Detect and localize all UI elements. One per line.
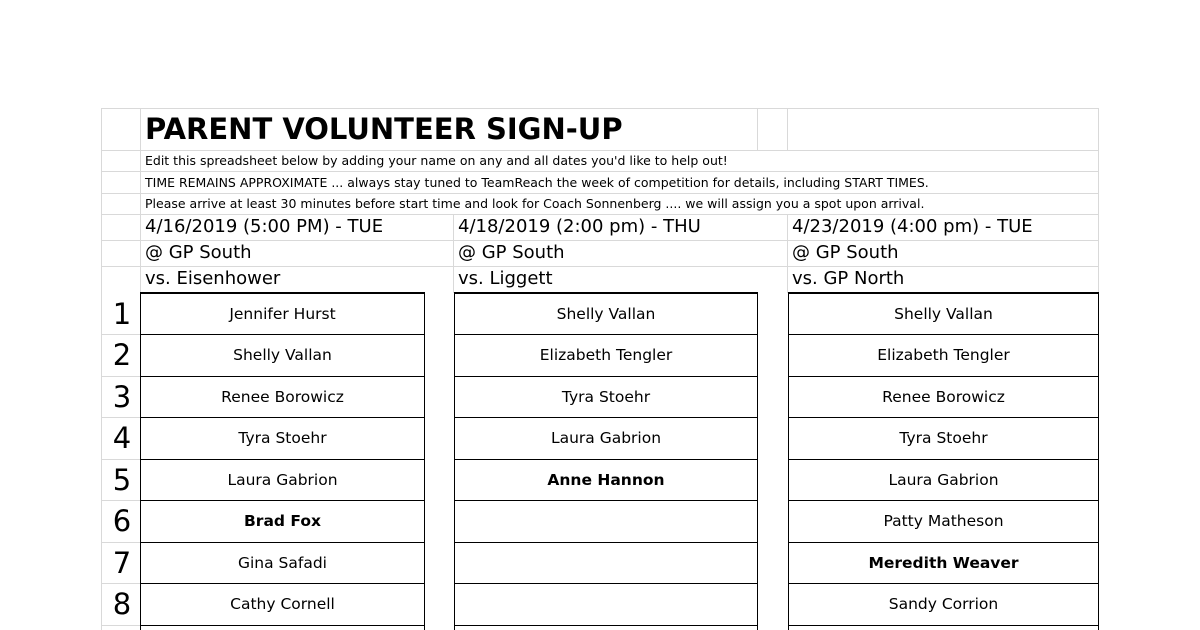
cell-border (1098, 292, 1099, 630)
volunteer-cell[interactable]: Brad Fox (243, 512, 321, 530)
gridline (101, 108, 102, 630)
gridline (101, 171, 1099, 172)
volunteer-cell[interactable]: Cathy Cornell (230, 595, 335, 613)
row-number: 8 (112, 587, 132, 621)
gridline (787, 108, 788, 150)
volunteer-cell[interactable]: Elizabeth Tengler (539, 346, 673, 364)
game-date[interactable]: 4/18/2019 (2:00 pm) - THU (458, 216, 701, 237)
volunteer-cell[interactable]: Patty Matheson (883, 512, 1004, 530)
cell-border (454, 542, 758, 543)
volunteer-cell[interactable]: Gina Safadi (237, 554, 327, 572)
instruction-note[interactable]: Edit this spreadsheet below by adding your name on any and all dates you'd like to help out! (145, 153, 728, 168)
volunteer-cell[interactable]: Meredith Weaver (868, 554, 1019, 572)
volunteer-cell[interactable]: Laura Gabrion (227, 471, 338, 489)
volunteer-cell[interactable]: Laura Gabrion (888, 471, 999, 489)
instruction-note[interactable]: Please arrive at least 30 minutes before start time and look for Coach Sonnenberg .... we will assign you a spot upon arrival. (145, 196, 925, 211)
game-date[interactable]: 4/23/2019 (4:00 pm) - TUE (792, 216, 1033, 237)
volunteer-cell[interactable]: Sandy Corrion (888, 595, 999, 613)
game-location[interactable]: @ GP South (145, 242, 252, 263)
gridline (101, 625, 140, 626)
cell-border (788, 625, 1099, 626)
row-number: 3 (112, 380, 132, 414)
row-number: 2 (112, 338, 132, 372)
volunteer-cell[interactable]: Renee Borowicz (882, 388, 1005, 406)
volunteer-cell[interactable]: Shelly Vallan (233, 346, 332, 364)
cell-border (424, 292, 425, 630)
gridline (101, 108, 1099, 109)
gridline (453, 214, 454, 293)
volunteer-cell[interactable]: Anne Hannon (547, 471, 665, 489)
gridline (757, 108, 758, 150)
gridline (787, 214, 788, 293)
volunteer-cell[interactable]: Renee Borowicz (221, 388, 344, 406)
volunteer-cell[interactable]: Shelly Vallan (894, 305, 993, 323)
volunteer-cell[interactable]: Shelly Vallan (556, 305, 656, 323)
cell-border (454, 583, 758, 584)
cell-border (454, 625, 758, 626)
cell-border (454, 500, 758, 501)
game-location[interactable]: @ GP South (792, 242, 899, 263)
page-title[interactable]: PARENT VOLUNTEER SIGN-UP (145, 112, 623, 146)
game-opponent[interactable]: vs. GP North (792, 268, 905, 289)
row-number: 6 (112, 504, 132, 538)
volunteer-cell[interactable]: Laura Gabrion (550, 429, 662, 447)
row-number: 5 (112, 463, 132, 497)
volunteer-cell[interactable]: Tyra Stoehr (561, 388, 651, 406)
volunteer-cell[interactable]: Jennifer Hurst (229, 305, 336, 323)
game-date[interactable]: 4/16/2019 (5:00 PM) - TUE (145, 216, 384, 237)
instruction-note[interactable]: TIME REMAINS APPROXIMATE ... always stay tuned to TeamReach the week of competition for details, including START TIMES. (145, 175, 929, 190)
cell-border (140, 625, 425, 626)
game-opponent[interactable]: vs. Eisenhower (145, 268, 281, 289)
game-opponent[interactable]: vs. Liggett (458, 268, 553, 289)
cell-border (757, 292, 758, 630)
game-location[interactable]: @ GP South (458, 242, 565, 263)
row-number: 4 (112, 421, 132, 455)
row-number: 7 (112, 546, 132, 580)
volunteer-cell[interactable]: Tyra Stoehr (899, 429, 988, 447)
volunteer-cell[interactable]: Tyra Stoehr (238, 429, 327, 447)
row-number: 1 (112, 297, 132, 331)
volunteer-cell[interactable]: Elizabeth Tengler (877, 346, 1010, 364)
